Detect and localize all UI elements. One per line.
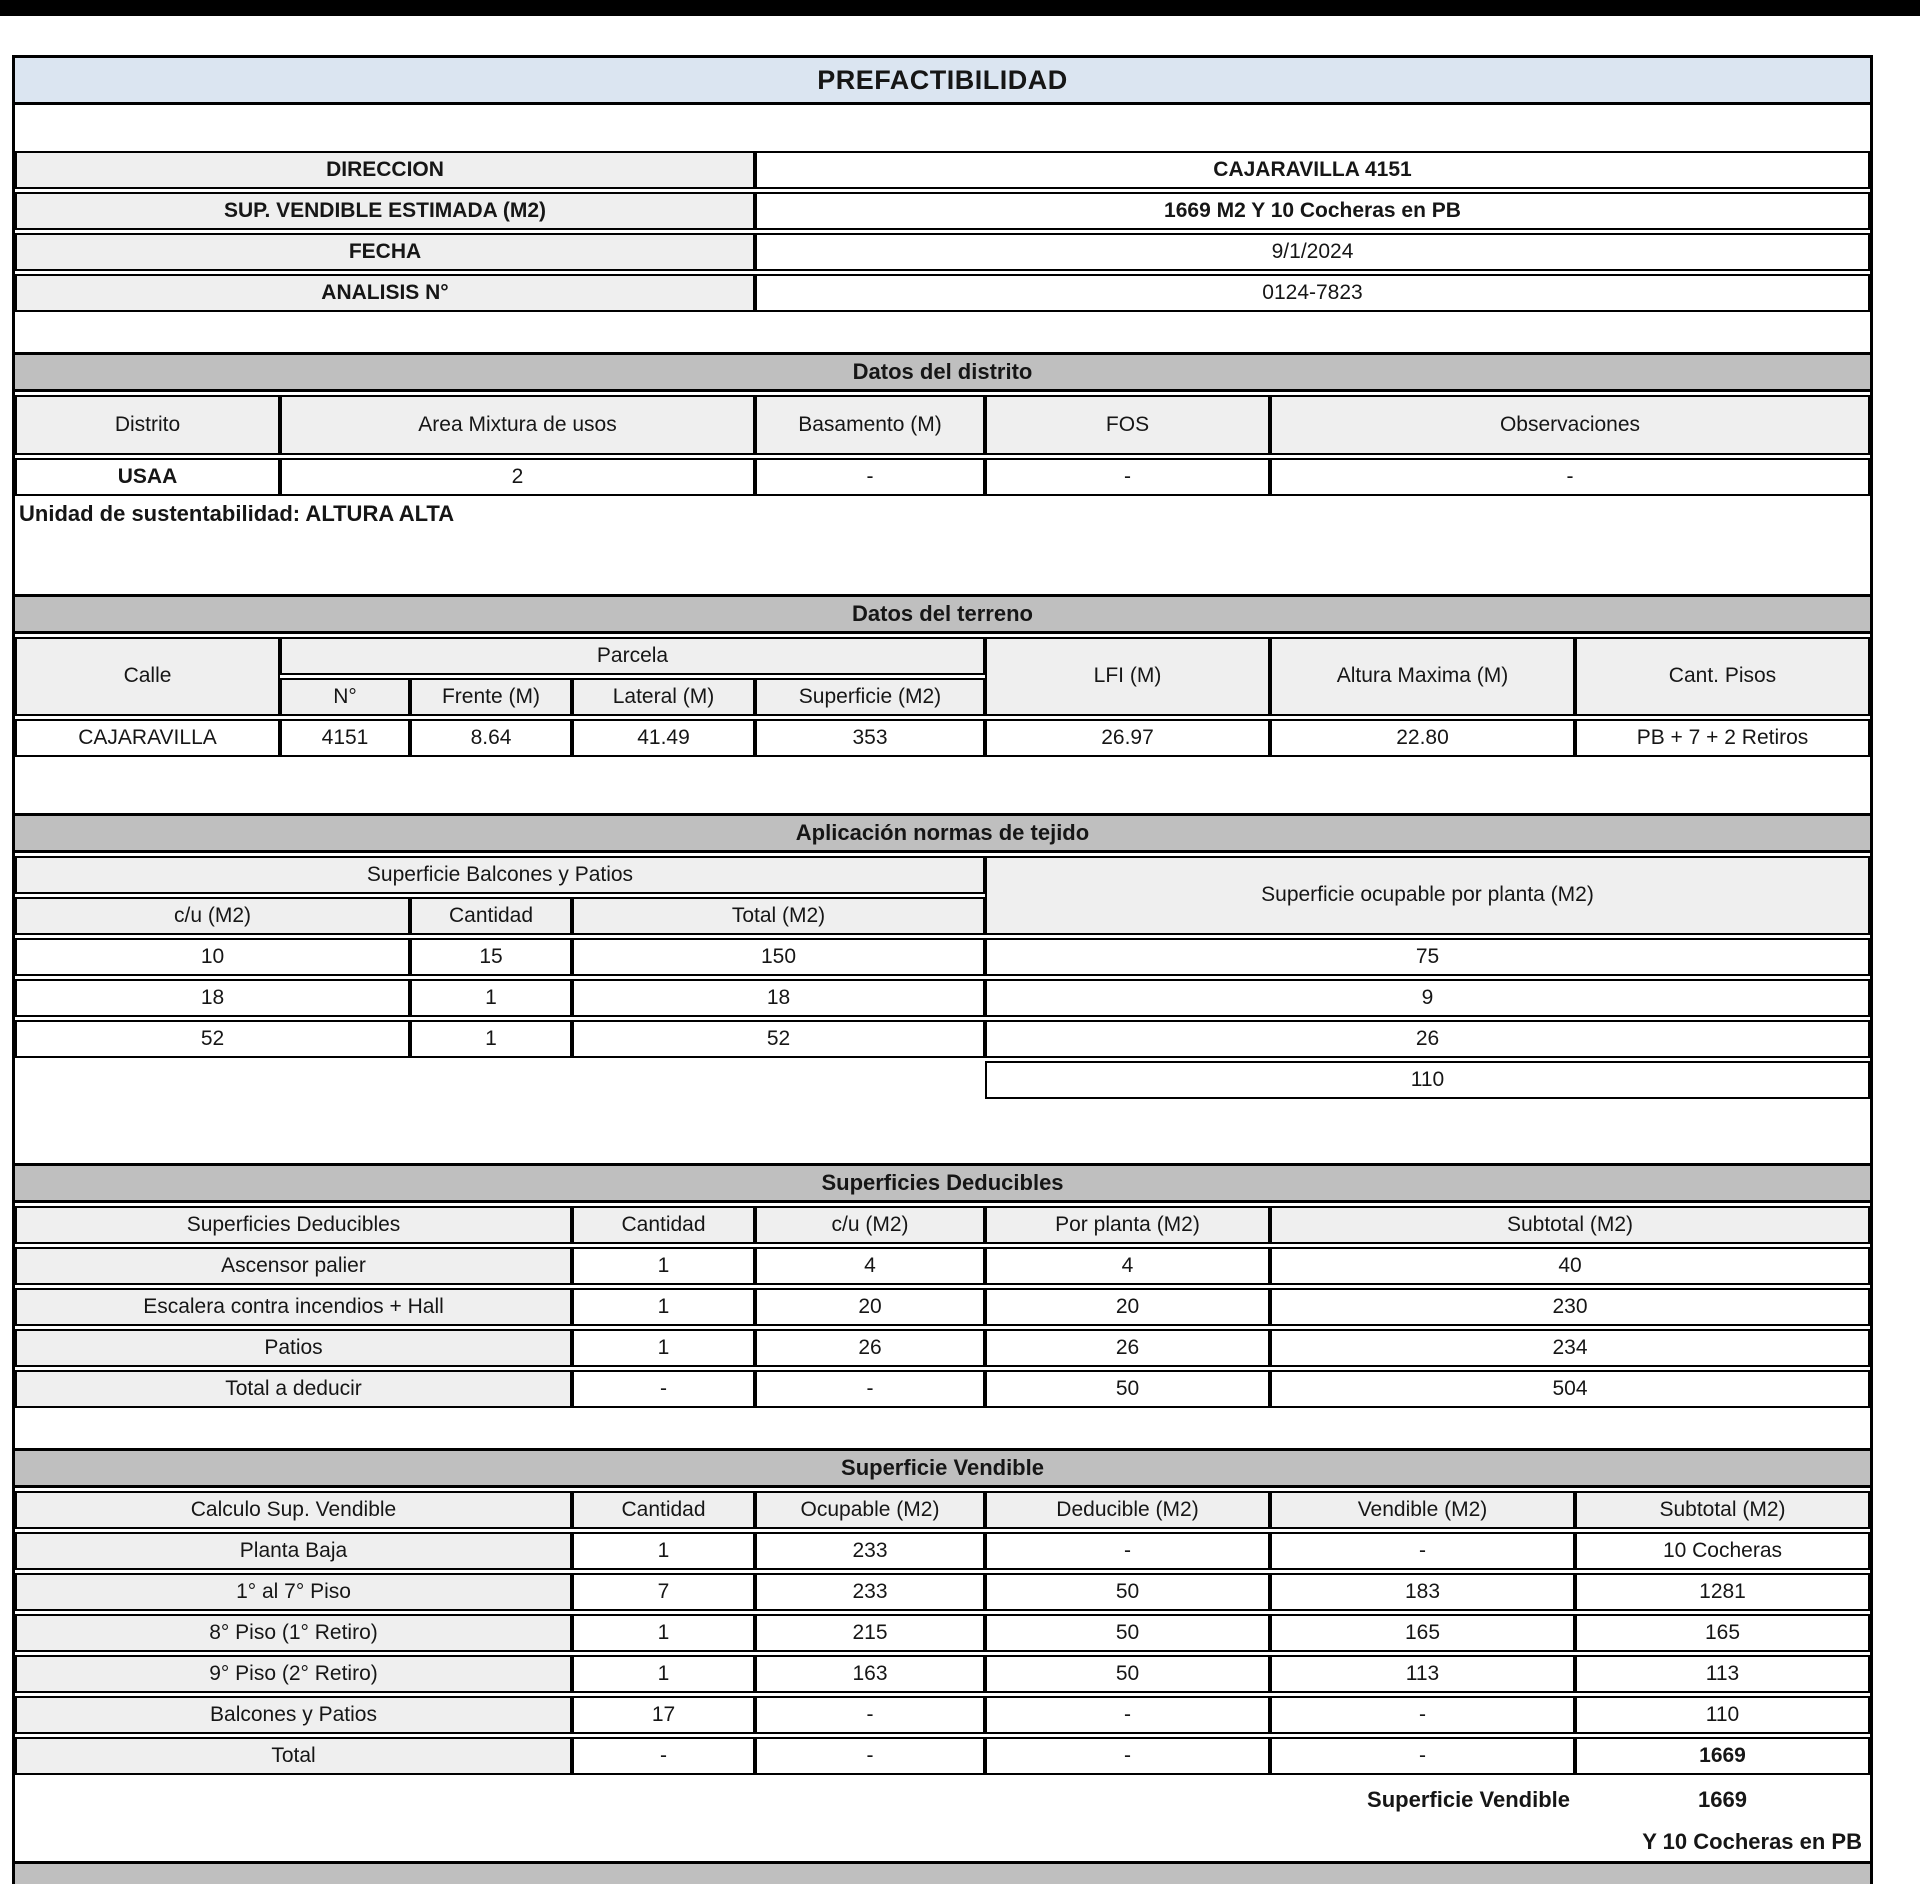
vendible-row-label: 9° Piso (2° Retiro)	[15, 1655, 572, 1693]
tejido-cell: 75	[985, 938, 1870, 976]
tejido-cell: 15	[410, 938, 572, 976]
ocupable-total-cell: 110	[985, 1061, 1870, 1099]
top-black-strip	[0, 0, 1920, 16]
vendible-cell: 163	[755, 1655, 985, 1693]
vendible-cell: -	[985, 1532, 1270, 1570]
spacer	[15, 542, 1870, 594]
spacer	[15, 105, 1870, 148]
cu-m2-header: c/u (M2)	[15, 897, 410, 935]
direccion-label: DIRECCION	[15, 151, 755, 189]
vendible-cell: -	[1270, 1532, 1575, 1570]
deducibles-col-header: Por planta (M2)	[985, 1206, 1270, 1244]
terreno-table	[15, 634, 1870, 757]
deducibles-cell: 26	[985, 1329, 1270, 1367]
deducibles-cell: 230	[1270, 1288, 1870, 1326]
deducibles-col-header: Subtotal (M2)	[1270, 1206, 1870, 1244]
deducibles-cell: 4	[755, 1247, 985, 1285]
lfi-value: 26.97	[985, 719, 1270, 757]
deducibles-table	[15, 1203, 1870, 1408]
sup-vendible-label: SUP. VENDIBLE ESTIMADA (M2)	[15, 192, 755, 230]
vendible-cell: -	[572, 1737, 755, 1775]
deducibles-row-label: Patios	[15, 1329, 572, 1367]
lateral-value: 41.49	[572, 719, 755, 757]
deducibles-cell: -	[572, 1370, 755, 1408]
fecha-value: 9/1/2024	[755, 233, 1870, 271]
vendible-row-label: Balcones y Patios	[15, 1696, 572, 1734]
vendible-cell: 50	[985, 1573, 1270, 1611]
spacer	[15, 757, 1870, 813]
deducibles-cell: 26	[755, 1329, 985, 1367]
vendible-cell: 1	[572, 1614, 755, 1652]
ocupable-por-planta-header: Superficie ocupable por planta (M2)	[985, 856, 1870, 935]
vendible-cell: 1	[572, 1655, 755, 1693]
vendible-cell: 1	[572, 1532, 755, 1570]
section-header-vendible: Superficie Vendible	[15, 1448, 1870, 1488]
deducibles-cell: 50	[985, 1370, 1270, 1408]
vendible-col-header: Calculo Sup. Vendible	[15, 1491, 572, 1529]
deducibles-row-label: Escalera contra incendios + Hall	[15, 1288, 572, 1326]
vendible-cell: 50	[985, 1655, 1270, 1693]
deducibles-cell: 1	[572, 1329, 755, 1367]
vendible-cell: -	[755, 1696, 985, 1734]
mixtura-value: 2	[280, 458, 755, 496]
vendible-cell: -	[985, 1737, 1270, 1775]
vendible-col-header: Subtotal (M2)	[1575, 1491, 1870, 1529]
footer-totals	[15, 1775, 1870, 1861]
tejido-cell: 9	[985, 979, 1870, 1017]
tejido-cell: 150	[572, 938, 985, 976]
direccion-value: CAJARAVILLA 4151	[755, 151, 1870, 189]
observaciones-value: -	[1270, 458, 1870, 496]
tejido-cell: 18	[15, 979, 410, 1017]
calle-header: Calle	[15, 637, 280, 716]
section-header-tejido: Aplicación normas de tejido	[15, 813, 1870, 853]
deducibles-cell: 1	[572, 1247, 755, 1285]
deducibles-cell: 40	[1270, 1247, 1870, 1285]
cant-pisos-value: PB + 7 + 2 Retiros	[1575, 719, 1870, 757]
vendible-cell: -	[755, 1737, 985, 1775]
sustentabilidad-note: Unidad de sustentabilidad: ALTURA ALTA	[15, 496, 1870, 542]
calle-value: CAJARAVILLA	[15, 719, 280, 757]
vendible-col-header: Deducible (M2)	[985, 1491, 1270, 1529]
distrito-table	[15, 392, 1870, 496]
deducibles-row-label: Ascensor palier	[15, 1247, 572, 1285]
tejido-cell: 52	[15, 1020, 410, 1058]
parcela-header: Parcela	[280, 637, 985, 675]
numero-header: N°	[280, 678, 410, 716]
spacer	[15, 1408, 1870, 1448]
altura-maxima-value: 22.80	[1270, 719, 1575, 757]
vendible-col-header: Ocupable (M2)	[755, 1491, 985, 1529]
analisis-value: 0124-7823	[755, 274, 1870, 312]
mixtura-header: Area Mixtura de usos	[280, 395, 755, 455]
analisis-label: ANALISIS N°	[15, 274, 755, 312]
deducibles-cell: -	[755, 1370, 985, 1408]
tejido-cell: 1	[410, 1020, 572, 1058]
vendible-cell: 165	[1575, 1614, 1870, 1652]
spacer	[15, 1099, 1870, 1163]
distrito-header: Distrito	[15, 395, 280, 455]
prefactibilidad-sheet	[12, 55, 1873, 1884]
superficie-header: Superficie (M2)	[755, 678, 985, 716]
tejido-cell: 26	[985, 1020, 1870, 1058]
vendible-cell: -	[1270, 1696, 1575, 1734]
sup-vendible-value: 1669 M2 Y 10 Cocheras en PB	[755, 192, 1870, 230]
tejido-cell: 10	[15, 938, 410, 976]
tejido-table	[15, 853, 1870, 1099]
distrito-value: USAA	[15, 458, 280, 496]
vendible-total-label: Total	[15, 1737, 572, 1775]
vendible-cell: 10 Cocheras	[1575, 1532, 1870, 1570]
deducibles-cell: 234	[1270, 1329, 1870, 1367]
section-header-terreno: Datos del terreno	[15, 594, 1870, 634]
deducibles-cell: 1	[572, 1288, 755, 1326]
bottom-section-band	[15, 1861, 1870, 1884]
deducibles-cell: 504	[1270, 1370, 1870, 1408]
vendible-total-value: 1669	[1575, 1737, 1870, 1775]
vendible-cell: 17	[572, 1696, 755, 1734]
vendible-row-label: 8° Piso (1° Retiro)	[15, 1614, 572, 1652]
fos-header: FOS	[985, 395, 1270, 455]
basamento-value: -	[755, 458, 985, 496]
deducibles-cell: 20	[985, 1288, 1270, 1326]
numero-value: 4151	[280, 719, 410, 757]
cocheras-footer-note: Y 10 Cocheras en PB	[1642, 1829, 1862, 1854]
fos-value: -	[985, 458, 1270, 496]
deducibles-row-label: Total a deducir	[15, 1370, 572, 1408]
vendible-cell: 233	[755, 1532, 985, 1570]
superficie-value: 353	[755, 719, 985, 757]
header-info-table	[15, 148, 1870, 312]
vendible-col-header: Cantidad	[572, 1491, 755, 1529]
vendible-cell: 110	[1575, 1696, 1870, 1734]
frente-value: 8.64	[410, 719, 572, 757]
total-m2-header: Total (M2)	[572, 897, 985, 935]
tejido-cell: 1	[410, 979, 572, 1017]
vendible-cell: 113	[1270, 1655, 1575, 1693]
fecha-label: FECHA	[15, 233, 755, 271]
vendible-row-label: Planta Baja	[15, 1532, 572, 1570]
section-header-deducibles: Superficies Deducibles	[15, 1163, 1870, 1203]
spacer	[15, 312, 1870, 352]
altura-maxima-header: Altura Maxima (M)	[1270, 637, 1575, 716]
superficie-vendible-footer-value: 1669	[1698, 1787, 1747, 1812]
vendible-cell: 215	[755, 1614, 985, 1652]
vendible-col-header: Vendible (M2)	[1270, 1491, 1575, 1529]
deducibles-cell: 20	[755, 1288, 985, 1326]
superficie-vendible-footer-label: Superficie Vendible	[1367, 1787, 1570, 1812]
tejido-cell: 52	[572, 1020, 985, 1058]
page-title: PREFACTIBILIDAD	[15, 55, 1870, 105]
deducibles-col-header: c/u (M2)	[755, 1206, 985, 1244]
vendible-cell: 165	[1270, 1614, 1575, 1652]
balcones-patios-header: Superficie Balcones y Patios	[15, 856, 985, 894]
basamento-header: Basamento (M)	[755, 395, 985, 455]
section-header-distrito: Datos del distrito	[15, 352, 1870, 392]
cant-pisos-header: Cant. Pisos	[1575, 637, 1870, 716]
tejido-cell: 18	[572, 979, 985, 1017]
vendible-cell: -	[985, 1696, 1270, 1734]
frente-header: Frente (M)	[410, 678, 572, 716]
vendible-cell: 50	[985, 1614, 1270, 1652]
vendible-cell: 113	[1575, 1655, 1870, 1693]
deducibles-col-header: Superficies Deducibles	[15, 1206, 572, 1244]
lfi-header: LFI (M)	[985, 637, 1270, 716]
vendible-cell: 1281	[1575, 1573, 1870, 1611]
vendible-row-label: 1° al 7° Piso	[15, 1573, 572, 1611]
deducibles-col-header: Cantidad	[572, 1206, 755, 1244]
deducibles-cell: 4	[985, 1247, 1270, 1285]
vendible-cell: 7	[572, 1573, 755, 1611]
cantidad-header: Cantidad	[410, 897, 572, 935]
lateral-header: Lateral (M)	[572, 678, 755, 716]
observaciones-header: Observaciones	[1270, 395, 1870, 455]
vendible-cell: 183	[1270, 1573, 1575, 1611]
vendible-cell: 233	[755, 1573, 985, 1611]
vendible-cell: -	[1270, 1737, 1575, 1775]
vendible-table	[15, 1488, 1870, 1775]
